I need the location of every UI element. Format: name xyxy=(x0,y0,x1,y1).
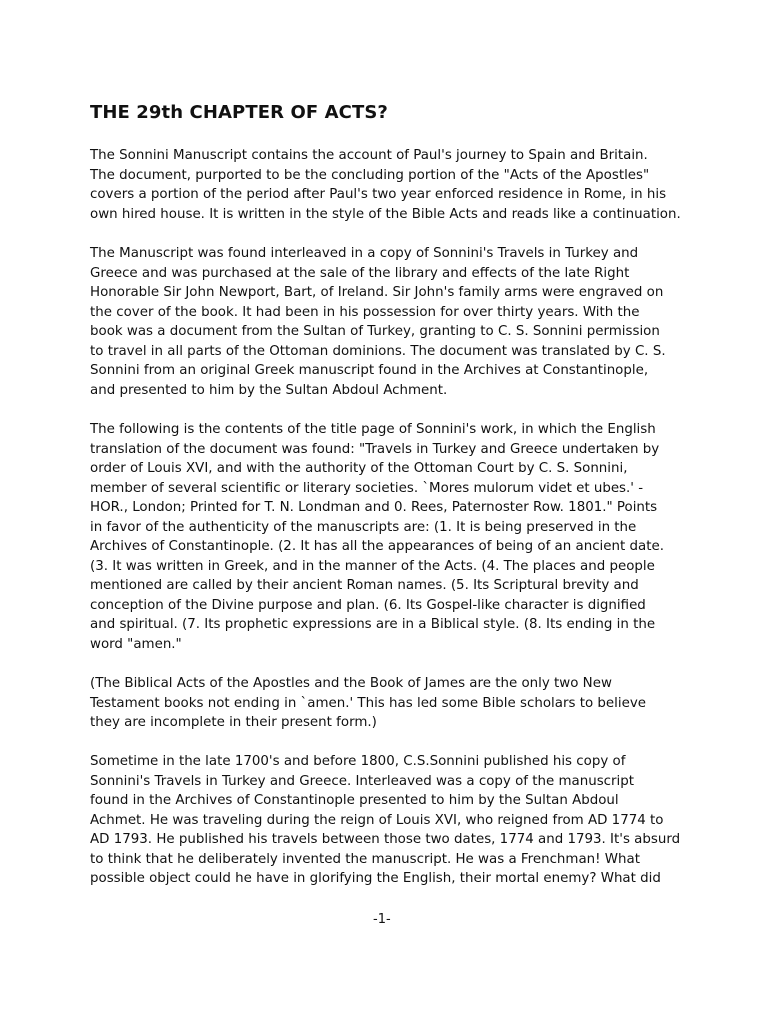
text-line: Achmet. He was traveling during the reign of Louis XVI, who reigned from AD 1774 to xyxy=(90,812,664,828)
text-line: conception of the Divine purpose and plan. (6. Its Gospel-like character is dignified xyxy=(90,597,646,613)
text-line: and presented to him by the Sultan Abdoul Achment. xyxy=(90,382,448,398)
text-line: the cover of the book. It had been in his possession for over thirty years. With the xyxy=(90,304,640,320)
paragraph xyxy=(90,420,664,654)
text-line: Testament books not ending in `amen.' This has led some Bible scholars to believe xyxy=(90,695,646,711)
text-line: in favor of the authenticity of the manuscripts are: (1. It is being preserved in the xyxy=(90,519,637,535)
text-line: The Sonnini Manuscript contains the account of Paul's journey to Spain and Britain. xyxy=(90,148,648,163)
text-line: found in the Archives of Constantinople presented to him by the Sultan Abdoul xyxy=(90,793,619,808)
text-line: (3. It was written in Greek, and in the manner of the Acts. (4. The places and people xyxy=(90,558,655,574)
text-line: and spiritual. (7. Its prophetic expressions are in a Biblical style. (8. Its ending in the xyxy=(90,617,656,632)
text-line: order of Louis XVI, and with the authority of the Ottoman Court by C. S. Sonnini, xyxy=(90,461,628,476)
text-line: (The Biblical Acts of the Apostles and the Book of James are the only two New xyxy=(90,676,612,691)
text-line: translation of the document was found: "Travels in Turkey and Greece undertaken by xyxy=(90,441,660,457)
text-line: AD 1793. He published his travels between those two dates, 1774 and 1793. It's absurd xyxy=(90,832,681,847)
text-line: member of several scientific or literary societies. `Mores mulorum videt et ubes.' - xyxy=(90,480,644,496)
document-page xyxy=(90,0,700,1024)
text-line: covers a portion of the period after Paul's two year enforced residence in Rome, in his xyxy=(90,187,667,202)
paragraph xyxy=(90,244,666,400)
text-line: The document, purported to be the concluding portion of the "Acts of the Apostles" xyxy=(90,167,650,183)
text-line: book was a document from the Sultan of Turkey, granting to C. S. Sonnini permission xyxy=(90,324,660,339)
text-line: The Manuscript was found interleaved in a copy of Sonnini's Travels in Turkey and xyxy=(90,246,639,261)
page-title: THE 29th CHAPTER OF ACTS? xyxy=(90,102,388,123)
paragraph xyxy=(90,752,680,889)
text-line: word "amen." xyxy=(90,636,182,652)
page-number: -1- xyxy=(373,912,391,927)
text-line: Archives of Constantinople. (2. It has all the appearances of being of an ancient date. xyxy=(90,539,664,554)
text-line: own hired house. It is written in the style of the Bible Acts and reads like a continuation. xyxy=(90,206,681,222)
text-line: Sometime in the late 1700's and before 1800, C.S.Sonnini published his copy of xyxy=(90,754,626,769)
text-line: to think that he deliberately invented the manuscript. He was a Frenchman! What xyxy=(90,851,640,867)
text-line: Honorable Sir John Newport, Bart, of Ireland. Sir John's family arms were engraved on xyxy=(90,285,664,300)
paragraph xyxy=(90,674,646,733)
text-line: mentioned are called by their ancient Roman names. (5. Its Scriptural brevity and xyxy=(90,578,639,593)
text-line: possible object could he have in glorifying the English, their mortal enemy? What did xyxy=(90,871,661,886)
text-line: Sonnini's Travels in Turkey and Greece. Interleaved was a copy of the manuscript xyxy=(90,773,635,789)
paragraph xyxy=(90,146,681,224)
text-line: HOR., London; Printed for T. N. Londman and 0. Rees, Paternoster Row. 1801." Points xyxy=(90,500,658,515)
text-line: they are incomplete in their present form.) xyxy=(90,715,377,730)
text-line: to travel in all parts of the Ottoman dominions. The document was translated by C. S. xyxy=(90,343,666,359)
text-line: Greece and was purchased at the sale of the library and effects of the late Right xyxy=(90,265,630,281)
text-line: The following is the contents of the title page of Sonnini's work, in which the English xyxy=(90,422,656,437)
text-line: Sonnini from an original Greek manuscript found in the Archives at Constantinople, xyxy=(90,363,649,378)
